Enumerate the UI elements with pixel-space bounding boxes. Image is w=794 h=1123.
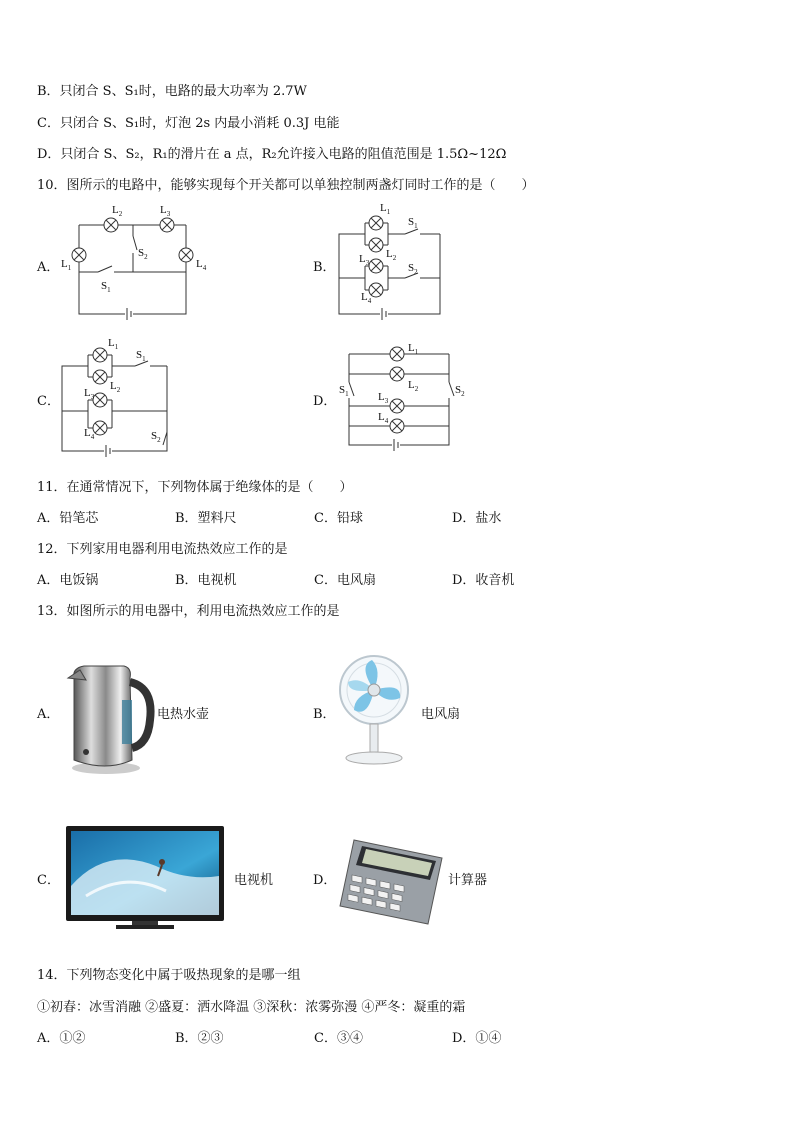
svg-text:S1: $S_1$: [408, 216, 418, 230]
svg-text:L4: $L_4$: [84, 427, 95, 441]
q10-stem: 10．图所示的电路中，能够实现每个开关都可以单独控制两盏灯同时工作的是（ ）: [37, 178, 535, 193]
circuit-a: [79, 225, 186, 320]
svg-text:L1: $L_1$: [61, 258, 72, 272]
svg-text:S2: $S_2$: [138, 247, 148, 261]
q12-option-a: A．电饭锅: [37, 573, 99, 588]
circuit-b: [339, 223, 440, 314]
electric-fan-image: [338, 654, 410, 766]
television-image: [66, 826, 226, 936]
q14-items: ①初春：冰雪消融 ②盛夏：洒水降温 ③深秋：浓雾弥漫 ④严冬：凝重的霜: [37, 1000, 466, 1015]
q13-label-a: A．: [37, 707, 60, 722]
svg-text:S1: $S_1$: [101, 280, 111, 294]
svg-text:S1: $S_1$: [339, 384, 349, 398]
svg-text:L1: $L_1$: [108, 337, 119, 351]
svg-text:L4: $L_4$: [378, 411, 389, 425]
svg-text:L3: $L_3$: [160, 204, 171, 218]
q10-circuits: [0, 0, 794, 480]
q11-option-d: D．盐水: [452, 511, 502, 526]
q14-option-d: D．①④: [452, 1031, 502, 1046]
q13-name-c: 电视机: [234, 873, 274, 888]
q10-label-c: C．: [37, 394, 60, 409]
q14-option-c: C．③④: [314, 1031, 363, 1046]
svg-text:S2: $S_2$: [455, 384, 465, 398]
q9-option-d: D．只闭合 S、S₂，R₁的滑片在 a 点，R₂允许接入电路的阻值范围是 1.5Ω~12Ω: [37, 147, 507, 162]
q11-option-c: C．铅球: [314, 511, 363, 526]
q13-label-c: C．: [37, 873, 60, 888]
svg-text:L2: $L_2$: [112, 204, 123, 218]
q14-option-b: B．②③: [175, 1031, 224, 1046]
electric-kettle-image: [66, 660, 156, 775]
svg-text:L2: $L_2$: [408, 379, 419, 393]
svg-text:S2: $S_2$: [151, 430, 161, 444]
svg-text:S2: $S_2$: [408, 262, 418, 276]
q13-stem: 13．如图所示的用电器中，利用电流热效应工作的是: [37, 604, 340, 619]
q9-option-c: C．只闭合 S、S₁时，灯泡 2s 内最小消耗 0.3J 电能: [37, 116, 340, 131]
svg-text:L2: $L_2$: [110, 380, 121, 394]
q13-name-a: 电热水壶: [157, 707, 210, 722]
svg-text:L2: $L_2$: [386, 248, 397, 262]
svg-text:L4: $L_4$: [196, 258, 207, 272]
q11-option-a: A．铅笔芯: [37, 511, 99, 526]
q12-option-d: D．收音机: [452, 573, 515, 588]
svg-text:S1: $S_1$: [136, 349, 146, 363]
q13-label-b: B．: [313, 707, 336, 722]
svg-text:L3: $L_3$: [84, 387, 95, 401]
q14-option-a: A．①②: [37, 1031, 86, 1046]
svg-text:L1: $L_1$: [380, 202, 391, 216]
q12-option-b: B．电视机: [175, 573, 237, 588]
q13-label-d: D．: [313, 873, 337, 888]
calculator-image: [338, 836, 444, 926]
svg-text:L4: $L_4$: [361, 291, 372, 305]
q14-stem: 14．下列物态变化中属于吸热现象的是哪一组: [37, 968, 301, 983]
q11-option-b: B．塑料尺: [175, 511, 237, 526]
q10-label-d: D．: [313, 394, 337, 409]
q13-name-b: 电风扇: [421, 707, 461, 722]
q11-stem: 11．在通常情况下，下列物体属于绝缘体的是（ ）: [37, 480, 353, 495]
q10-label-a: A．: [37, 260, 60, 275]
q13-name-d: 计算器: [448, 873, 488, 888]
svg-text:L1: $L_1$: [408, 342, 419, 356]
q12-stem: 12．下列家用电器利用电流热效应工作的是: [37, 542, 288, 557]
q9-option-b: B．只闭合 S、S₁时，电路的最大功率为 2.7W: [37, 84, 307, 99]
q10-label-b: B．: [313, 260, 336, 275]
q12-option-c: C．电风扇: [314, 573, 376, 588]
svg-text:L3: $L_3$: [359, 253, 370, 267]
svg-text:L3: $L_3$: [378, 391, 389, 405]
